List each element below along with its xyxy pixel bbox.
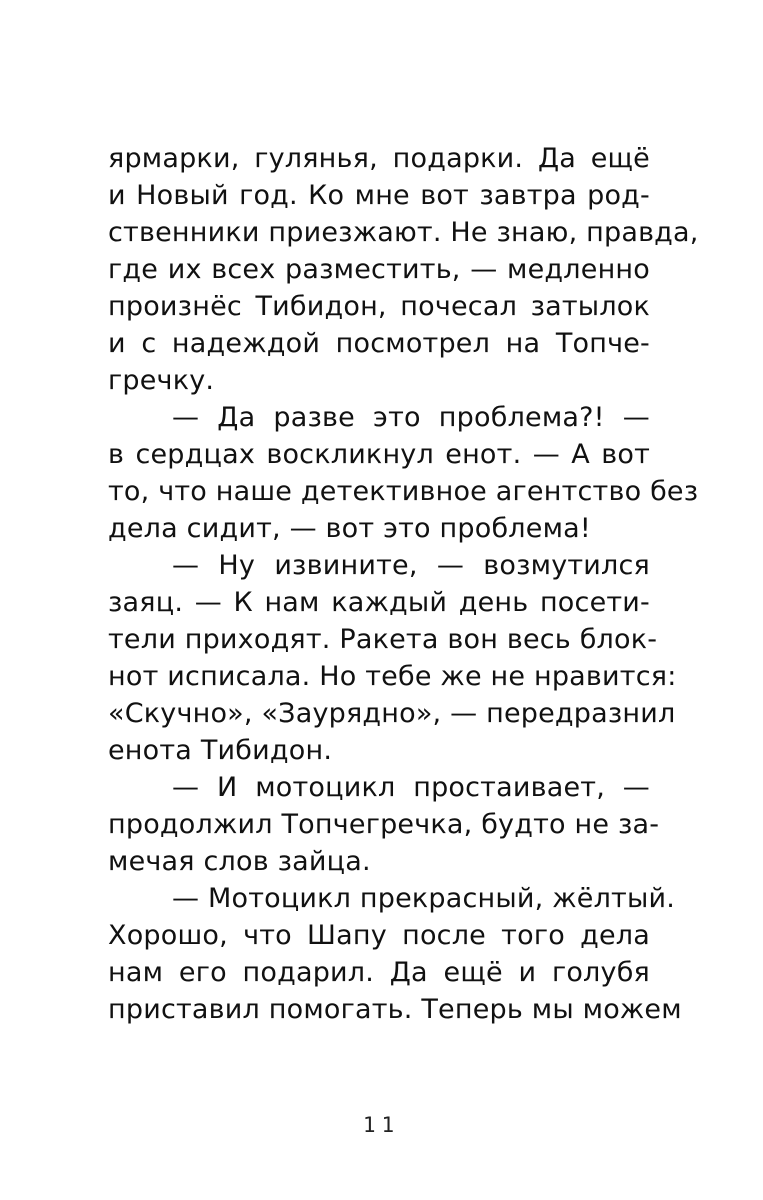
text-line: дела сидит, — вот это проблема! — [108, 513, 591, 544]
text-line: в сердцах воскликнул енот. — А вот — [108, 439, 650, 470]
text-line: ярмарки, гулянья, подарки. Да ещё — [108, 143, 650, 174]
text-line: ственники приезжают. Не знаю, правда, — [108, 217, 699, 248]
text-line: нам его подарил. Да ещё и голубя — [108, 957, 650, 988]
text-line: — И мотоцикл простаивает, — — [172, 772, 650, 803]
text-line: мечая слов зайца. — [108, 846, 371, 877]
body-text — [108, 140, 699, 1028]
text-line: Хорошо, что Шапу после того дела — [108, 920, 650, 951]
text-line: тели приходят. Ракета вон весь блок- — [108, 624, 658, 655]
text-line: енота Тибидон. — [108, 735, 333, 766]
text-line: произнёс Тибидон, почесал затылок — [108, 291, 650, 322]
page-number: 11 — [362, 1113, 401, 1137]
text-line: гречку. — [108, 365, 215, 396]
text-line: то, что наше детективное агентство без — [108, 476, 699, 507]
text-line: и Новый год. Ко мне вот завтра род- — [108, 180, 650, 211]
text-line: заяц. — К нам каждый день посети- — [108, 587, 650, 618]
text-line: — Да разве это проблема?! — — [172, 402, 650, 433]
text-line: где их всех разместить, — медленно — [108, 254, 650, 285]
text-line: и с надеждой посмотрел на Топче- — [108, 328, 650, 359]
text-line: продолжил Топчегречка, будто не за- — [108, 809, 660, 840]
text-line: приставил помогать. Теперь мы можем — [108, 994, 682, 1025]
text-line: нот исписала. Но тебе же не нравится: — [108, 661, 677, 692]
text-line: — Мотоцикл прекрасный, жёлтый. — [172, 883, 676, 914]
text-line: «Скучно», «Заурядно», — передразнил — [108, 698, 676, 729]
text-line: — Ну извините, — возмутился — [172, 550, 650, 581]
